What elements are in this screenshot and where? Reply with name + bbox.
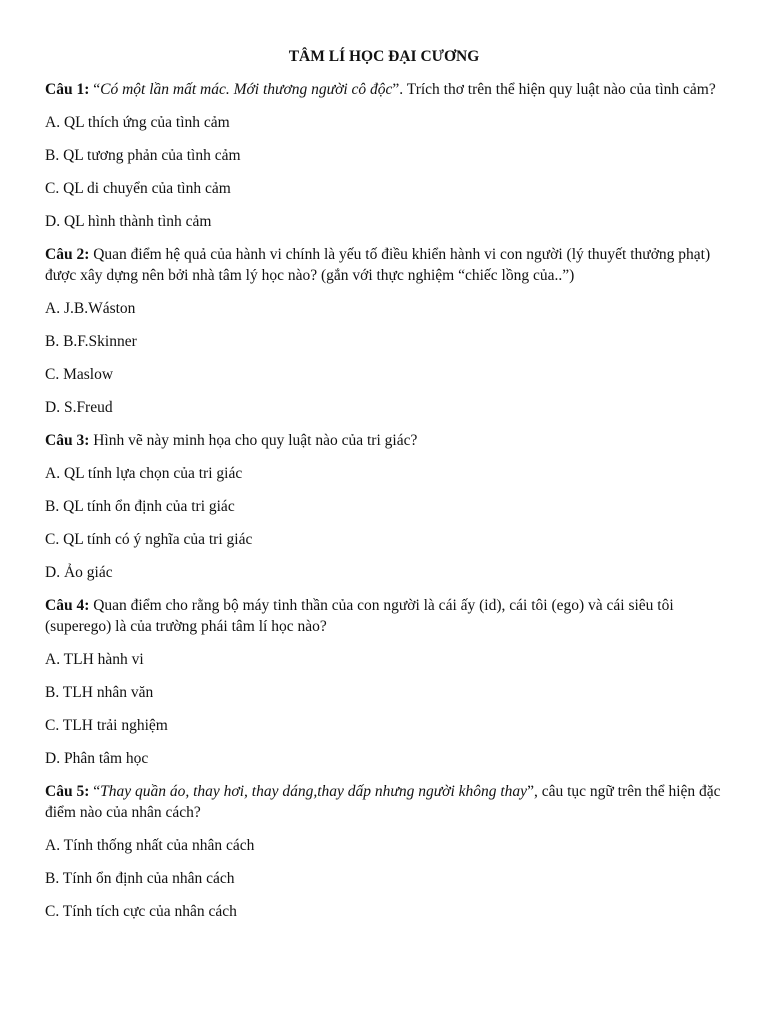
question-3-option-b: B. QL tính ổn định của tri giác <box>45 498 235 515</box>
question-1-text: Câu 1: “Có một lần mất mác. Mới thương người cô độc”. Trích thơ trên thể hiện quy luật nào của tình cảm? <box>45 81 716 98</box>
question-1-option-c: C. QL di chuyển của tình cảm <box>45 180 231 197</box>
question-label: Câu 5: <box>45 783 90 800</box>
question-4-option-a: A. TLH hành vi <box>45 651 144 668</box>
quoted-verse: Có một lần mất mác. Mới thương người cô độc <box>100 81 393 98</box>
question-label: Câu 1: <box>45 81 90 98</box>
question-1-option-d: D. QL hình thành tình cảm <box>45 213 212 230</box>
question-4-option-b: B. TLH nhân văn <box>45 684 154 701</box>
question-3-option-d: D. Ảo giác <box>45 564 113 581</box>
question-1-option-b: B. QL tương phản của tình cảm <box>45 147 241 164</box>
question-label: Câu 2: <box>45 246 90 263</box>
question-3-option-c: C. QL tính có ý nghĩa của tri giác <box>45 531 253 548</box>
question-5-text: Câu 5: “Thay quần áo, thay hơi, thay dáng,thay dấp nhưng người không thay”, câu tục ngữ trên thể hiện đặc điểm nào của nhân cách? <box>45 783 721 821</box>
question-4-text: Câu 4: Quan điểm cho rằng bộ máy tinh thần của con người là cái ấy (id), cái tôi (ego) và cái siêu tôi (superego) là của trường phái tâm lí học nào? <box>45 597 674 635</box>
question-5-option-b: B. Tính ổn định của nhân cách <box>45 870 235 887</box>
question-3-text: Câu 3: Hình vẽ này minh họa cho quy luật nào của tri giác? <box>45 432 418 449</box>
question-label: Câu 4: <box>45 597 90 614</box>
quoted-proverb: Thay quần áo, thay hơi, thay dáng,thay dấp nhưng người không thay <box>100 783 528 800</box>
question-label: Câu 3: <box>45 432 90 449</box>
question-4-option-d: D. Phân tâm học <box>45 750 149 767</box>
question-2-text: Câu 2: Quan điểm hệ quả của hành vi chính là yếu tố điều khiển hành vi con người (lý thuyết thưởng phạt) được xây dựng nên bởi nhà tâm lý học nào? (gắn với thực nghiệm “chiếc lồng của..”) <box>45 246 711 284</box>
question-2-option-b: B. B.F.Skinner <box>45 333 137 350</box>
question-4-option-c: C. TLH trải nghiệm <box>45 717 168 734</box>
question-1-option-a: A. QL thích ứng của tình cảm <box>45 114 230 131</box>
document-title: TÂM LÍ HỌC ĐẠI CƯƠNG <box>288 48 480 65</box>
question-list <box>45 79 725 934</box>
question-2-option-a: A. J.B.Wáston <box>45 300 136 317</box>
question-2-option-d: D. S.Freud <box>45 399 113 416</box>
question-3-option-a: A. QL tính lựa chọn của tri giác <box>45 465 243 482</box>
question-5-option-a: A. Tính thống nhất của nhân cách <box>45 837 255 854</box>
question-2-option-c: C. Maslow <box>45 366 114 383</box>
question-5-option-c: C. Tính tích cực của nhân cách <box>45 903 237 920</box>
